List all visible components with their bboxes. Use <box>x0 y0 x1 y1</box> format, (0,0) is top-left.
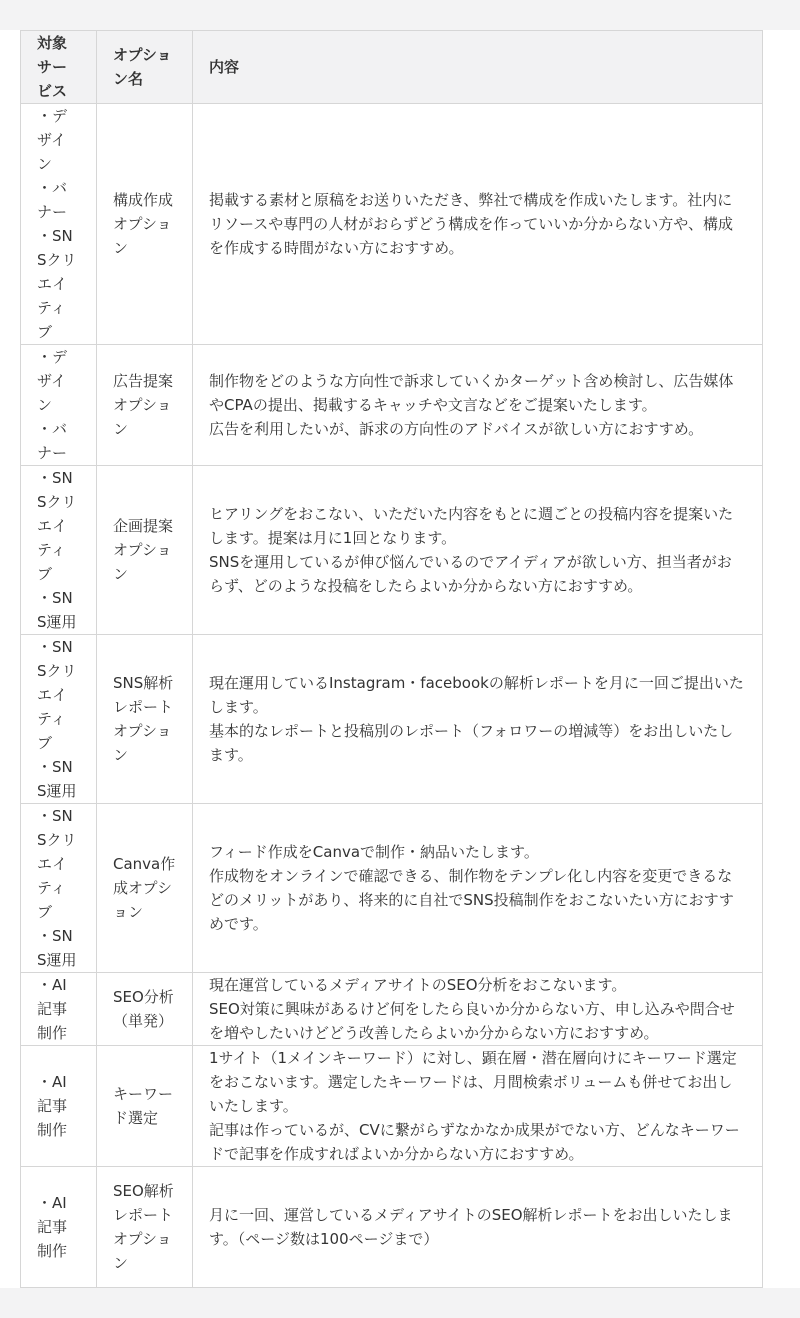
header-service: 対象サービス <box>21 31 97 104</box>
option-description-cell: 1サイト（1メインキーワード）に対し、顕在層・潜在層向けにキーワード選定をおこないます。選定したキーワードは、月間検索ボリュームも併せてお出しいたします。 記事は作っているが、CVに繋がらずなかなか成果がでない方、どんなキーワードで記事を作成すればよいか分からない方におすすめ。 <box>193 1046 763 1167</box>
table-row <box>21 635 763 804</box>
option-description-cell: 制作物をどのような方向性で訴求していくかターゲット含め検討し、広告媒体やCPAの提出、掲載するキャッチや文言などをご提案いたします。 広告を利用したいが、訴求の方向性のアドバイスが欲しい方におすすめ。 <box>193 345 763 466</box>
option-description-cell: 月に一回、運営しているメディアサイトのSEO解析レポートをお出しいたします。（ページ数は100ページまで） <box>193 1167 763 1288</box>
service-cell: ・AI記事制作 <box>21 1046 97 1167</box>
service-cell: ・デザイン ・バナー <box>21 345 97 466</box>
table-row <box>21 104 763 345</box>
option-name-cell: 広告提案オプション <box>97 345 193 466</box>
table-row <box>21 1046 763 1167</box>
option-description-cell: フィード作成をCanvaで制作・納品いたします。 作成物をオンラインで確認できる、制作物をテンプレ化し内容を変更できるなどのメリットがあり、将来的に自社でSNS投稿制作をおこないたい方におすすめです。 <box>193 804 763 973</box>
option-name-cell: キーワード選定 <box>97 1046 193 1167</box>
table-row <box>21 1167 763 1288</box>
header-content: 内容 <box>193 31 763 104</box>
service-cell: ・SNSクリエイティブ ・SNS運用 <box>21 466 97 635</box>
table-header-row <box>21 31 763 104</box>
table-row <box>21 804 763 973</box>
service-cell: ・SNSクリエイティブ ・SNS運用 <box>21 804 97 973</box>
option-name-cell: 企画提案オプション <box>97 466 193 635</box>
service-cell: ・AI記事制作 <box>21 973 97 1046</box>
option-description-cell: ヒアリングをおこない、いただいた内容をもとに週ごとの投稿内容を提案いたします。提案は月に1回となります。 SNSを運用しているが伸び悩んでいるのでアイディアが欲しい方、担当者がおらず、どのような投稿をしたらよいか分からない方におすすめ。 <box>193 466 763 635</box>
option-description-cell: 現在運用しているInstagram・facebookの解析レポートを月に一回ご提出いたします。 基本的なレポートと投稿別のレポート（フォロワーの増減等）をお出しいたします。 <box>193 635 763 804</box>
table-row <box>21 973 763 1046</box>
option-name-cell: Canva作成オプション <box>97 804 193 973</box>
option-description-cell: 掲載する素材と原稿をお送りいただき、弊社で構成を作成いたします。社内にリソースや専門の人材がおらずどう構成を作っていいか分からない方や、構成を作成する時間がない方におすすめ。 <box>193 104 763 345</box>
option-description-cell: 現在運営しているメディアサイトのSEO分析をおこないます。 SEO対策に興味があるけど何をしたら良いか分からない方、申し込みや問合せを増やしたいけどどう改善したらよいか分からない方におすすめ。 <box>193 973 763 1046</box>
option-name-cell: SEO分析（単発） <box>97 973 193 1046</box>
table-row <box>21 466 763 635</box>
service-cell: ・SNSクリエイティブ ・SNS運用 <box>21 635 97 804</box>
service-cell: ・AI記事制作 <box>21 1167 97 1288</box>
header-option: オプション名 <box>97 31 193 104</box>
option-name-cell: SEO解析レポートオプション <box>97 1167 193 1288</box>
option-name-cell: SNS解析レポートオプション <box>97 635 193 804</box>
option-name-cell: 構成作成オプション <box>97 104 193 345</box>
table-row <box>21 345 763 466</box>
service-cell: ・デザイン ・バナー ・SNSクリエイティブ <box>21 104 97 345</box>
options-table <box>20 30 763 1288</box>
